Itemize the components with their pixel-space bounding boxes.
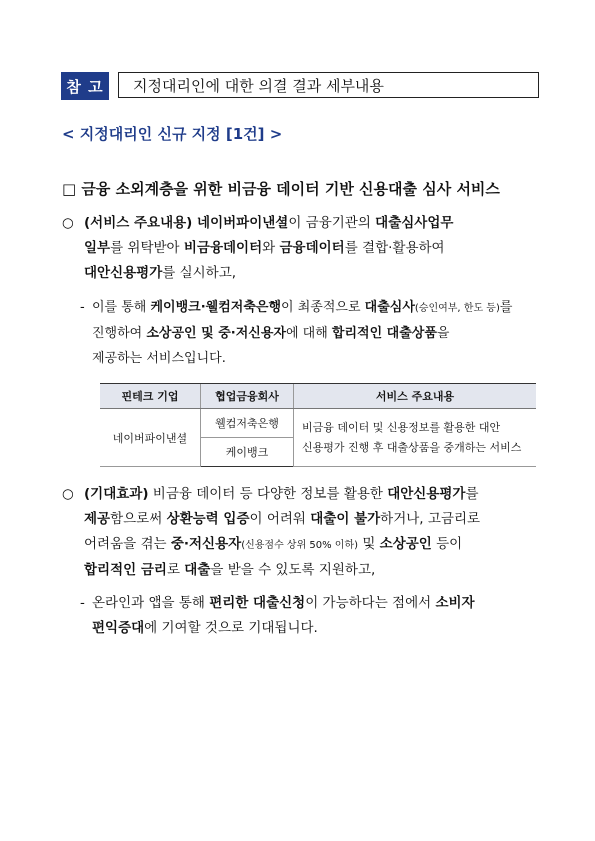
dash-bullet: - bbox=[80, 300, 85, 315]
paragraph-service-summary: ○ (서비스 주요내용) 네이버파이낸셜이 금융기관의 대출심사업무 일부를 위탁받아 비금융데이터와 금융데이터를 결합·활용하여 대안신용평가를 실시하고, bbox=[62, 211, 542, 286]
paragraph-service-detail: - 이를 통해 케이뱅크·웰컴저축은행이 최종적으로 대출심사(승인여부, 한도 등)를 진행하여 소상공인 및 중·저신용자에 대해 합리적인 대출상품을 제공하는 서비스입니다. bbox=[80, 295, 542, 371]
table-header: 핀테크 기업 bbox=[100, 384, 201, 409]
paragraph-consumer-benefit: - 온라인과 앱을 통해 편리한 대출신청이 가능하다는 점에서 소비자 편익증대에 기여할 것으로 기대됩니다. bbox=[80, 591, 542, 641]
section-title: □ 금융 소외계층을 위한 비금융 데이터 기반 신용대출 심사 서비스 bbox=[62, 180, 500, 198]
partner-cell: 웰컴저축은행 bbox=[201, 409, 294, 438]
circle-bullet: ○ bbox=[62, 486, 74, 502]
service-table bbox=[100, 383, 536, 467]
reference-tag: 참 고 bbox=[61, 72, 109, 100]
fintech-cell: 네이버파이낸셜 bbox=[100, 409, 201, 467]
subheading: < 지정대리인 신규 지정 [1건] > bbox=[62, 125, 283, 143]
header bbox=[61, 72, 539, 100]
table-header: 협업금융회사 bbox=[201, 384, 294, 409]
partner-cell: 케이뱅크 bbox=[201, 438, 294, 467]
paragraph-expected-effect: ○ (기대효과) 비금융 데이터 등 다양한 정보를 활용한 대안신용평가를 제공함으로써 상환능력 입증이 어려워 대출이 불가하거나, 고금리로 어려움을 겪는 중·저신용자(신용점수 상위 50% 이하) 및 소상공인 등이 합리적인 금리로 대출을 받을 수 있도록 지원하고, bbox=[62, 482, 542, 583]
page-title: 지정대리인에 대한 의결 결과 세부내용 bbox=[118, 72, 539, 98]
table-row bbox=[100, 409, 536, 438]
dash-bullet: - bbox=[80, 595, 85, 611]
table-header: 서비스 주요내용 bbox=[294, 384, 537, 409]
circle-bullet: ○ bbox=[62, 215, 74, 231]
service-cell: 비금융 데이터 및 신용정보를 활용한 대안 신용평가 진행 후 대출상품을 중개하는 서비스 bbox=[294, 409, 537, 467]
